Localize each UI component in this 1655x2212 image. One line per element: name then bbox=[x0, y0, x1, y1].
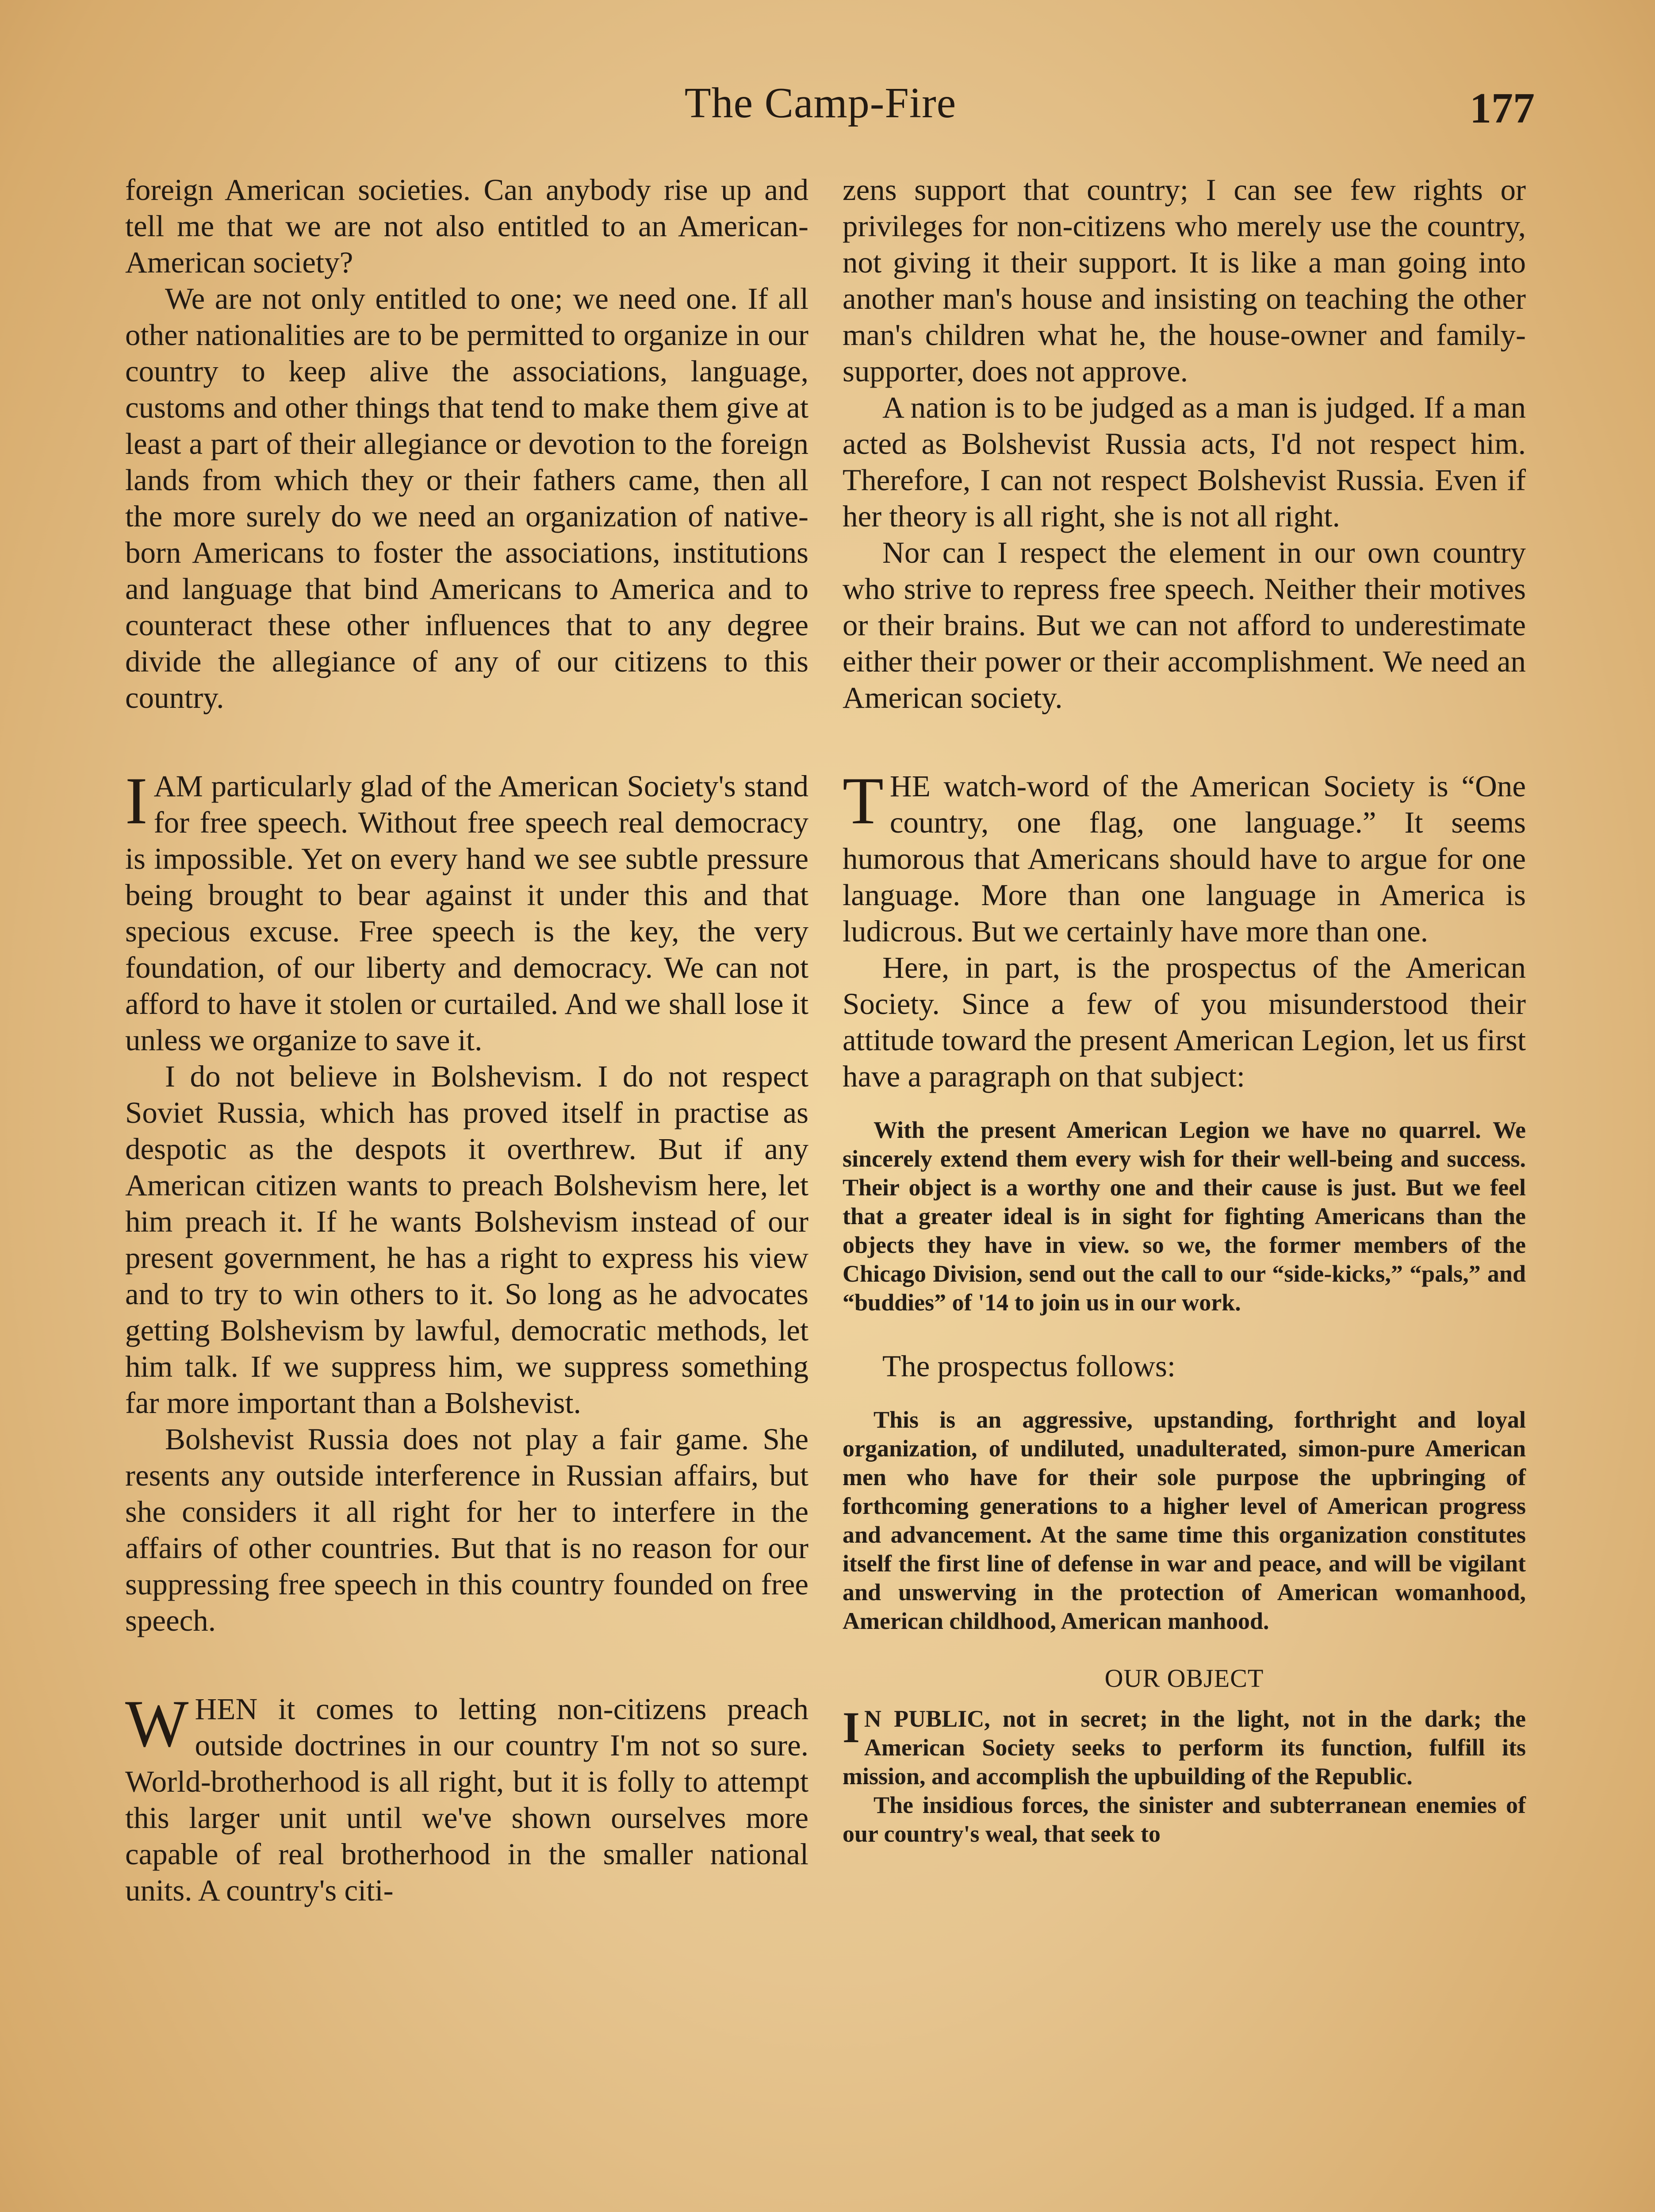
left-paragraph-6 bbox=[125, 1686, 808, 1909]
running-head-title: The Camp-Fire bbox=[684, 79, 957, 127]
left-paragraph-4: I do not believe in Bolshevism. I do not respect Soviet Russia, which has proved itself in practise as despotic as the despots it overthrew. But if any American citizen wants to preach Bolshevism here, let him preach it. If he wants Bolshevism instead of our present government, he has a right to express his view and to try to win others to it. So long as he advocates getting Bolshevism by lawful, democratic methods, let him talk. If we suppress him, we suppress something far more important than a Bolshevist. bbox=[125, 1060, 808, 1420]
left-paragraph-3-text: AM particularly glad of the American Society's stand for free speech. Without free speech real democracy is impossible. Yet on every hand we see subtle pressure being brought to bear against it under this and that specious excuse. Free speech is the key, the very foundation, of our liberty and democracy. We can not afford to have it stolen or curtailed. And we shall lose it unless we organize to save it. bbox=[125, 769, 808, 1057]
block-quote-object-p1 bbox=[843, 1705, 1526, 1791]
right-paragraph-1: zens support that country; I can see few rights or privileges for non-citizens who merely use the country, not giving it their support. It is like a man going into another man's house and insisting on teaching the other man's children what he, the house-owner and family-supporter, does not approve. bbox=[843, 173, 1526, 388]
left-paragraph-2: We are not only entitled to one; we need one. If all other nationalities are to be permitted to organize in our country to keep alive the associations, language, customs and other things that tend to make them give at least a part of their allegiance or devotion to the foreign lands from which they or their fathers came, then all the more surely do we need an organization of native-born Americans to foster the associations, institutions and language that bind Americans to America and to counteract these other influences that to any degree divide the allegiance of any of our citizens to this country. bbox=[125, 282, 808, 714]
block-quote-prospectus-text: This is an aggressive, upstanding, forthright and loyal organization, of undiluted, unadulterated, simon-pure American men who have for their sole purpose the upbringing of forthcoming generations to a higher level of American progress and advancement. At the same time this organization constitutes itself the first line of defense in war and peace, and will be vigilant and unswerving in the protection of American womanhood, American childhood, American manhood. bbox=[843, 1406, 1526, 1634]
block-quote-prospectus bbox=[843, 1406, 1526, 1636]
drop-cap: I bbox=[125, 764, 148, 838]
block-quote-legion bbox=[843, 1116, 1526, 1317]
block-quote-object bbox=[843, 1705, 1526, 1848]
right-paragraph-5: Here, in part, is the prospectus of the American Society. Since a few of you misunderstood their attitude toward the present American Legion, let us first have a paragraph on that subject: bbox=[843, 951, 1526, 1093]
drop-cap: T bbox=[843, 764, 884, 838]
block-quote-object-p2: The insidious forces, the sinister and subterranean enemies of our country's weal, that seek to bbox=[843, 1792, 1526, 1847]
section-subheading: OUR OBJECT bbox=[1104, 1664, 1264, 1693]
right-paragraph-4-text: HE watch-word of the American Society is “One country, one flag, one language.” It seems humorous that Americans should have to argue for one language. More than one language in America is ludicrous. But we certainly have more than one. bbox=[843, 769, 1526, 948]
block-quote-object-p1-text: N PUBLIC, not in secret; in the light, not in the dark; the American Society seeks to perform its function, fulfill its mission, and accomplish the upbuilding of the Republic. bbox=[843, 1705, 1526, 1790]
left-paragraph-6-text: HEN it comes to letting non-citizens preach outside doctrines in our country I'm not so sure. World-brotherhood is all right, but it is folly to attempt this larger unit until we've shown ourselves more capable of real brotherhood in the smaller national units. A country's citi- bbox=[125, 1692, 808, 1907]
page-number: 177 bbox=[1470, 84, 1535, 132]
right-column bbox=[843, 172, 1526, 1848]
left-paragraph-1: foreign American societies. Can anybody rise up and tell me that we are not also entitled to an American-American society? bbox=[125, 173, 808, 279]
left-paragraph-3 bbox=[125, 764, 808, 1058]
block-quote-legion-text: With the present American Legion we have no quarrel. We sincerely extend them every wish for their well-being and success. Their object is a worthy one and their cause is just. But we feel that a greater ideal is in sight for fighting Americans than the objects they have in view. so we, the former members of the Chicago Division, send out the call to our “side-kicks,” “pals,” and “buddies” of '14 to join us in our work. bbox=[843, 1117, 1526, 1316]
right-paragraph-4 bbox=[843, 764, 1526, 949]
drop-cap: I bbox=[843, 1703, 860, 1752]
right-paragraph-2: A nation is to be judged as a man is judged. If a man acted as Bolshevist Russia acts, I'd not respect him. Therefore, I can not respect Bolshevist Russia. Even if her theory is all right, she is not all right. bbox=[843, 391, 1526, 533]
right-paragraph-6: The prospectus follows: bbox=[882, 1349, 1176, 1383]
drop-cap: W bbox=[125, 1686, 189, 1761]
left-column bbox=[125, 172, 808, 1909]
left-paragraph-5: Bolshevist Russia does not play a fair game. She resents any outside interference in Russian affairs, but she considers it all right for her to interfere in the affairs of other countries. But that is no reason for our suppressing free speech in this country founded on free speech. bbox=[125, 1422, 808, 1637]
right-paragraph-3: Nor can I respect the element in our own country who strive to repress free speech. Neither their motives or their brains. But we can not afford to underestimate either their power or their accomplishment. We need an American society. bbox=[843, 536, 1526, 714]
